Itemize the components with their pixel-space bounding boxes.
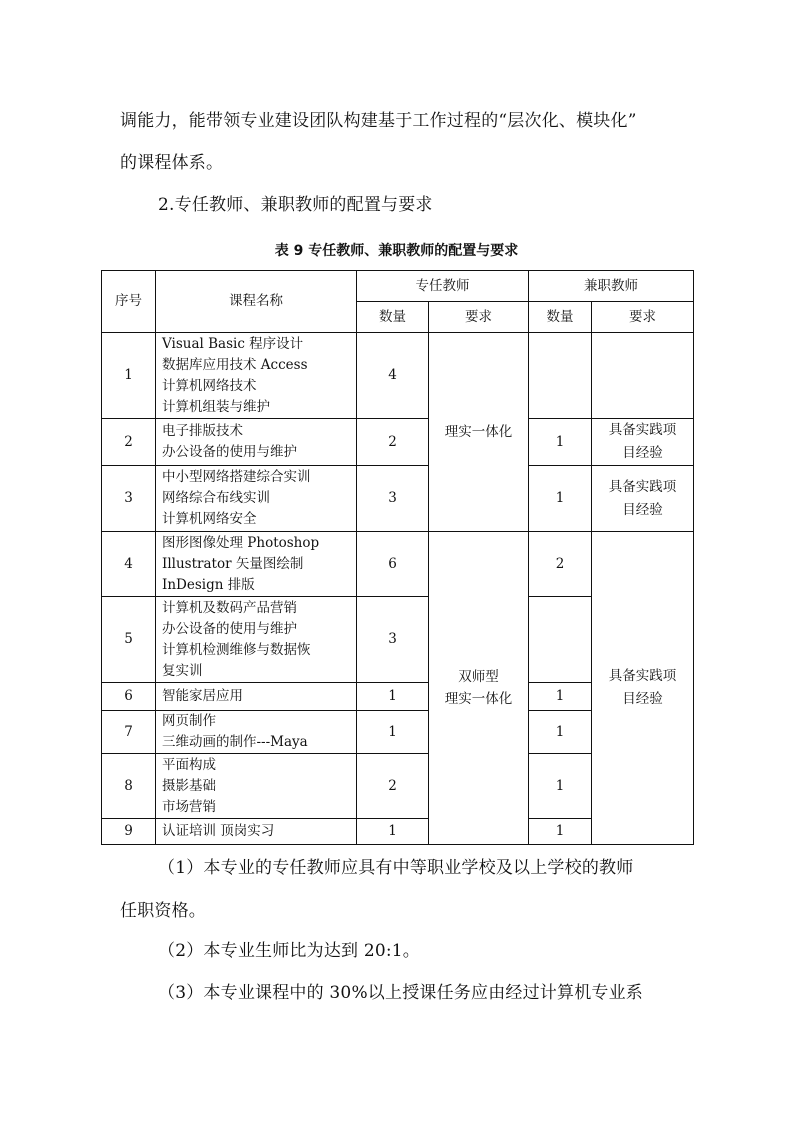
note-3: （3）本专业课程中的 30%以上授课任务应由经过计算机专业系 (158, 983, 644, 1003)
course-name: Visual Basic 程序设计 (162, 335, 304, 352)
pt-requirement-empty (592, 333, 694, 419)
pt-requirement-b (592, 532, 694, 845)
course-cell (156, 819, 357, 845)
ft-count: 4 (357, 333, 429, 419)
row-no: 9 (102, 819, 156, 845)
course-name: 计算机网络安全 (162, 511, 257, 527)
row-no: 1 (102, 333, 156, 419)
note-2: （2）本专业生师比为达到 20:1。 (158, 941, 420, 961)
pt-req-line: 目经验 (622, 501, 663, 518)
pt-req-line: 目经验 (622, 445, 663, 461)
course-name: 计算机网络技术 (162, 377, 257, 394)
pt-count: 1 (529, 466, 592, 532)
course-name: 平面构成 (162, 756, 216, 773)
table-caption: 表 9 专任教师、兼职教师的配置与要求 (274, 243, 519, 259)
header-row-1 (102, 271, 694, 302)
course-name: 电子排版技术 (162, 423, 243, 439)
course-name: 计算机检测维修与数据恢 (162, 641, 311, 658)
course-name: 复实训 (162, 662, 203, 679)
course-name: InDesign 排版 (162, 576, 255, 593)
teacher-config-table (101, 270, 694, 845)
course-name: 计算机及数码产品营销 (162, 599, 297, 616)
pt-count (529, 333, 592, 419)
ft-count: 2 (357, 754, 429, 819)
pt-count (529, 597, 592, 683)
course-name: 认证培训 顶岗实习 (162, 823, 275, 839)
header-pt-count: 数量 (529, 302, 592, 333)
header-ft-req: 要求 (429, 302, 529, 333)
row-no: 7 (102, 711, 156, 754)
pt-requirement (592, 466, 694, 532)
note-1-line-1: （1）本专业的专任教师应具有中等职业学校及以上学校的教师 (158, 858, 634, 878)
pt-count: 1 (529, 711, 592, 754)
section-heading: 2.专任教师、兼职教师的配置与要求 (158, 195, 433, 215)
course-cell (156, 532, 357, 597)
row-no: 4 (102, 532, 156, 597)
course-cell (156, 683, 357, 711)
course-cell (156, 754, 357, 819)
row-no: 8 (102, 754, 156, 819)
header-parttime: 兼职教师 (529, 271, 694, 302)
ft-count: 3 (357, 466, 429, 532)
ft-req-line: 双师型 (458, 669, 499, 685)
course-cell (156, 466, 357, 532)
course-name: 市场营销 (162, 798, 216, 815)
header-pt-req: 要求 (592, 302, 694, 333)
row-no: 2 (102, 419, 156, 466)
course-name: Illustrator 矢量图绘制 (162, 555, 304, 572)
table-row (102, 419, 694, 466)
table-row (102, 532, 694, 597)
ft-count: 1 (357, 819, 429, 845)
course-name: 计算机组装与维护 (162, 398, 270, 415)
pt-count: 1 (529, 683, 592, 711)
table-row (102, 333, 694, 419)
course-name: 图形图像处理 Photoshop (162, 534, 320, 551)
course-name: 办公设备的使用与维护 (162, 444, 297, 460)
intro-line-2: 的课程体系。 (120, 153, 224, 173)
header-fulltime: 专任教师 (357, 271, 529, 302)
course-name: 办公设备的使用与维护 (162, 620, 297, 637)
pt-count: 1 (529, 754, 592, 819)
row-no: 3 (102, 466, 156, 532)
header-ft-count: 数量 (357, 302, 429, 333)
pt-req-line: 具备实践项 (608, 668, 677, 684)
pt-req-line: 目经验 (622, 691, 663, 707)
course-cell (156, 419, 357, 466)
pt-count: 1 (529, 819, 592, 845)
pt-req-line: 具备实践项 (608, 478, 677, 495)
course-name: 智能家居应用 (162, 688, 243, 704)
course-name: 三维动画的制作---Maya (162, 734, 308, 750)
course-name: 网络综合布线实训 (162, 490, 270, 506)
ft-req-line: 理实一体化 (444, 691, 513, 707)
course-name: 数据库应用技术 Access (162, 356, 308, 373)
ft-count: 1 (357, 711, 429, 754)
note-1-line-2: 任职资格。 (120, 901, 206, 921)
course-name: 中小型网络搭建综合实训 (162, 469, 311, 485)
ft-requirement-b (429, 532, 529, 845)
ft-count: 6 (357, 532, 429, 597)
course-name: 网页制作 (162, 713, 216, 729)
pt-requirement (592, 419, 694, 466)
pt-count: 1 (529, 419, 592, 466)
ft-count: 1 (357, 683, 429, 711)
course-name: 摄影基础 (162, 777, 216, 794)
pt-count: 2 (529, 532, 592, 597)
course-cell (156, 711, 357, 754)
ft-requirement-a: 理实一体化 (429, 333, 529, 532)
course-cell (156, 597, 357, 683)
pt-req-line: 具备实践项 (608, 422, 677, 438)
header-seq: 序号 (102, 271, 156, 333)
header-course: 课程名称 (156, 271, 357, 333)
ft-count: 2 (357, 419, 429, 466)
row-no: 6 (102, 683, 156, 711)
course-cell (156, 333, 357, 419)
ft-count: 3 (357, 597, 429, 683)
row-no: 5 (102, 597, 156, 683)
intro-line-1: 调能力，能带领专业建设团队构建基于工作过程的“层次化、模块化” (120, 111, 637, 131)
table-row (102, 466, 694, 532)
